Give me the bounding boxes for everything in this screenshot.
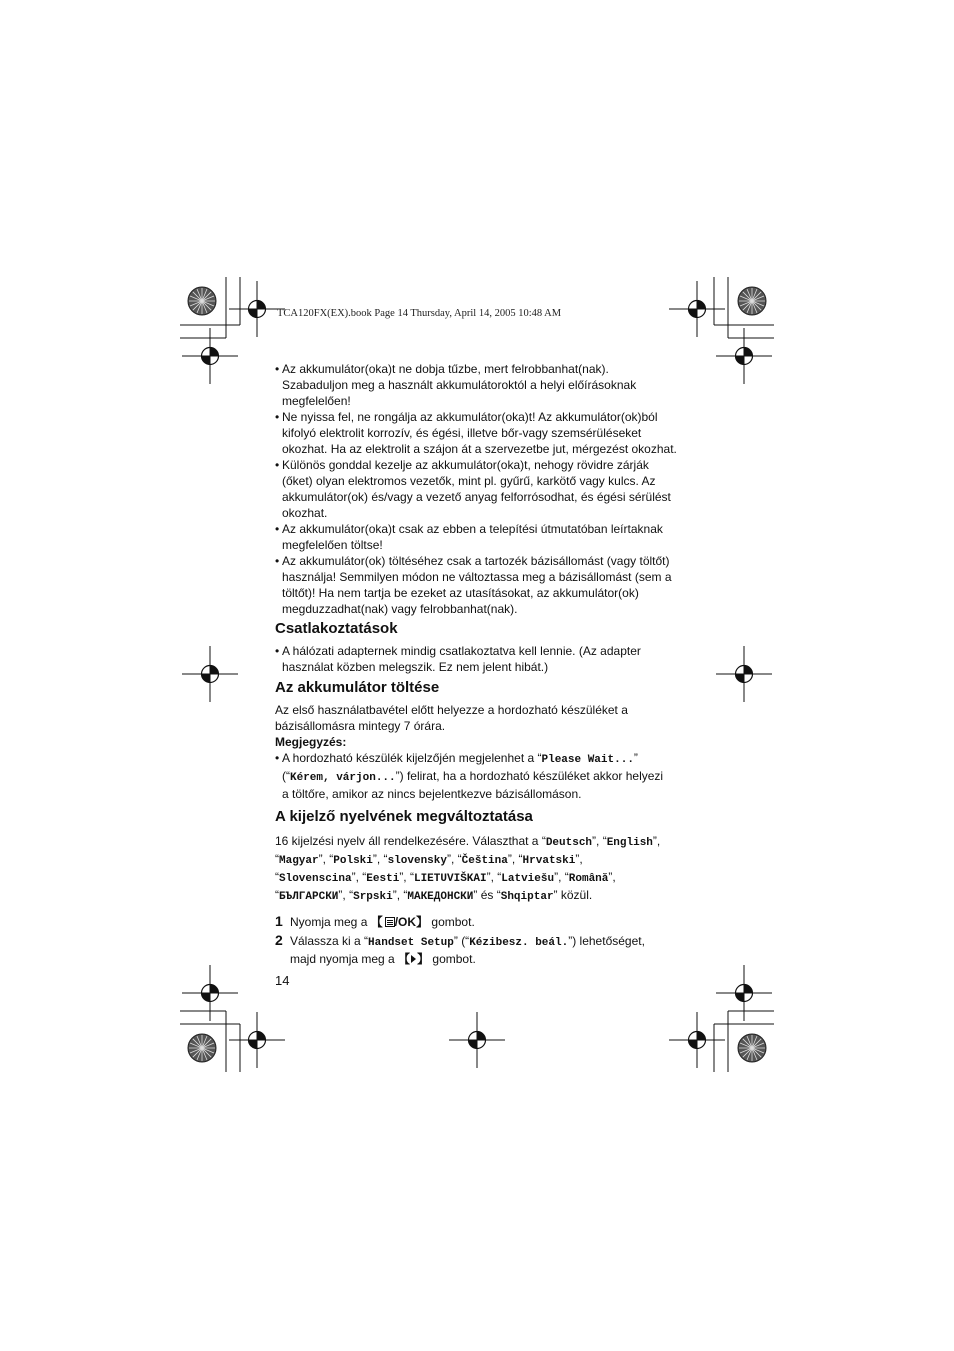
crosshair-mark [716,965,772,1021]
corner-star-mark [738,1034,766,1062]
list-item: • Különös gonddal kezelje az akkumulátor(oka)t, nehogy rövidre zárják (őket) olyan elektromos vezetők, mint pl. gyűrű, karkötő vagy kulcs. Az akkumulátor(ok) és/vagy a vezető anyag felforrósodhat, és égési sérülést okozhat. [275,458,671,520]
display-text: Please Wait... [541,754,634,766]
menu-icon [385,917,395,927]
crosshair-mark [669,1012,725,1068]
section-heading-charging: Az akkumulátor töltése [275,679,440,696]
crosshair-mark [716,328,772,384]
crosshair-mark [182,965,238,1021]
step-item: 2 Válassza ki a “Handset Setup” (“Kézibesz. beál.”) lehetőséget, majd nyomja meg a 【 】 gombot. [275,932,645,966]
corner-star-mark [738,287,766,315]
crosshair-mark [182,646,238,702]
list-item: • Az akkumulátor(oka)t csak az ebben a telepítési útmutatóban leírtaknak megfelelően töltse! [275,522,663,552]
note-item: • A hordozható készülék kijelzőjén megjelenhet a “Please Wait...” (“Kérem, várjon...”) felirat, ha a hordozható készüléket akkor helyezi a töltőre, amikor az nincs bejelentkezve bázisállomáson. [275,751,664,801]
step-number: 2 [275,932,283,948]
page-content [275,361,685,967]
print-header: TCA120FX(EX).book Page 14 Thursday, April 14, 2005 10:48 AM [277,308,562,319]
note-label: Megjegyzés: [275,735,347,749]
menu-ok-key: 【 /OK】 [370,915,429,929]
list-item: • Ne nyissa fel, ne rongálja az akkumulátor(oka)t! Az akkumulátor(ok)ból kifolyó elektrolit korrozív, és égési, illetve bőr-vagy szemsérüléseket okozhat. Ha az elektrolit a szájon át a szervezetbe jut, mérgezést okozhat. [275,410,677,456]
crosshair-mark [716,646,772,702]
charging-paragraph: Az első használatbavétel előtt helyezze a hordozható készüléket a bázisállomásra mintegy 7 órára. [275,703,628,733]
right-key: 【 】 [398,952,430,966]
list-item: • A hálózati adapternek mindig csatlakoztatva kell lennie. (Az adapter használat közben melegszik. Ez nem jelent hibát.) [275,644,641,674]
corner-star-mark [188,287,216,315]
crosshair-mark [182,328,238,384]
list-item: • Az akkumulátor(oka)t ne dobja tűzbe, mert felrobbanhat(nak). Szabaduljon meg a használt akkumulátoroktól a helyi előírásoknak megfelelően! [275,362,637,408]
section-heading-connections: Csatlakoztatások [275,620,398,637]
step-number: 1 [275,913,283,929]
language-paragraph: 16 kijelzési nyelv áll rendelkezésére. Választhat a “Deutsch”, “English”, “Magyar”, “Polski”, “slovensky”, “Čeština”, “Hrvatski”, “Slovenscina”, “Eesti”, “LIETUVIŠKAI”, “Latviešu”, “Română”, “БЪЛГАРСКИ”, “Srpski”, “МАКЕДОНСКИ” és “Shqiptar” közül. [275,834,661,903]
section-heading-language: A kijelző nyelvének megváltoztatása [275,808,533,825]
crosshair-mark [229,1012,285,1068]
page-number: 14 [275,973,290,988]
list-item: • Az akkumulátor(ok) töltéséhez csak a tartozék bázisállomást (vagy töltőt) használja! Semmilyen módon ne változtassa meg a bázisállomást (sem a töltőt)! Ha nem tartja be ezeket az utasításokat, az akkumulátor(ok) megduzzadhat(nak) vagy felrobbanhat(nak). [275,554,672,616]
step-list [275,914,685,967]
crosshair-mark [669,281,725,337]
step-item: 1 Nyomja meg a 【 /OK】 gombot. [275,913,475,929]
display-text: Kérem, várjon... [290,772,396,784]
corner-star-mark [188,1034,216,1062]
crosshair-mark [449,1012,505,1068]
arrow-right-icon [411,955,416,963]
safety-bullet-list [275,361,685,617]
